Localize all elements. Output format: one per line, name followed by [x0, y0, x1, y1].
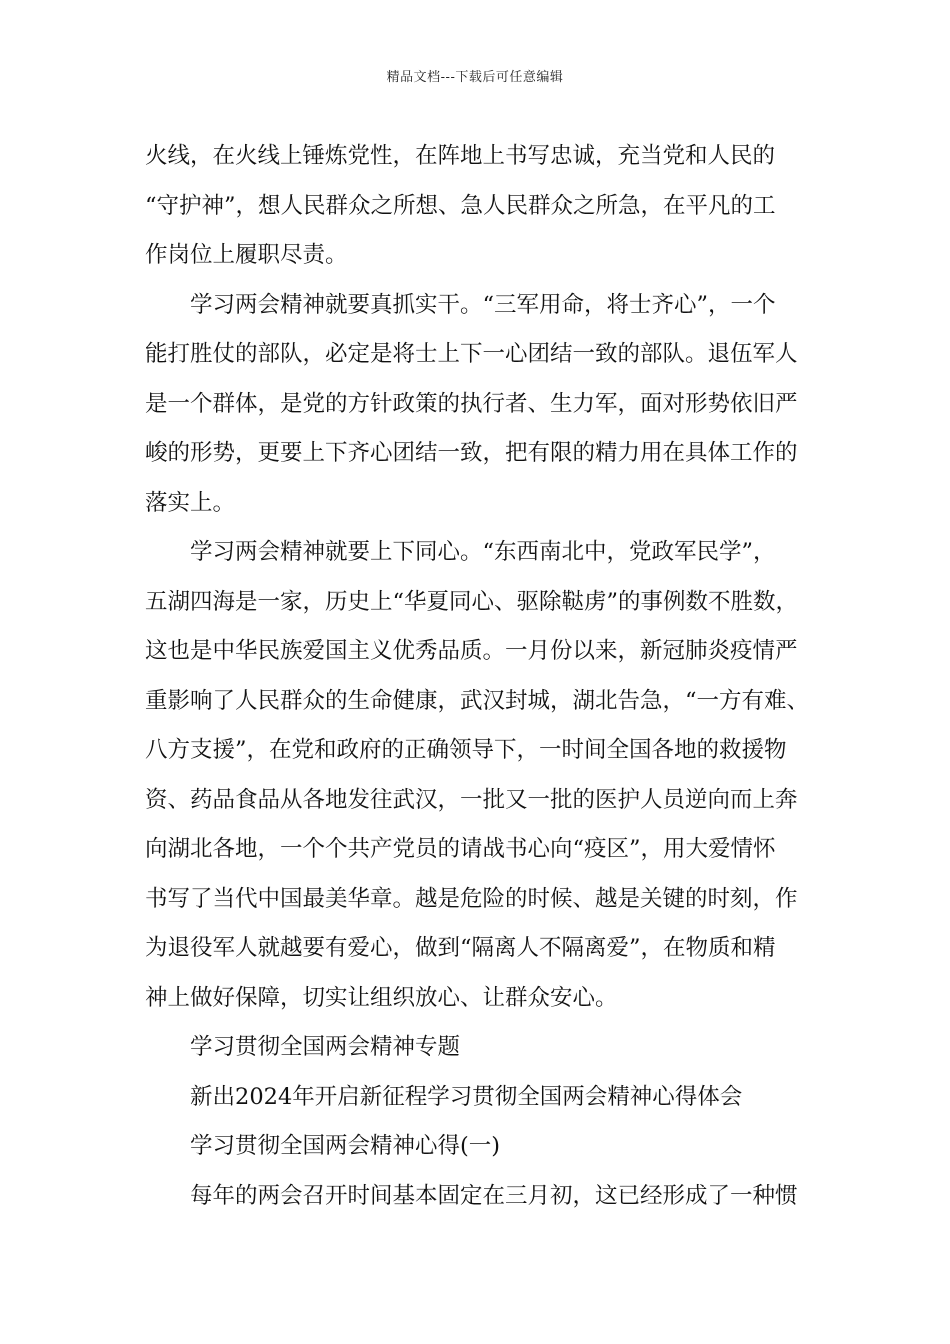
text-line-22: 每年的两会召开时间基本固定在三月初，这已经形成了一种惯 — [190, 1182, 798, 1209]
section-heading-part-one: 学习贯彻全国两会精神心得(一) — [190, 1133, 501, 1159]
text-line-7: 峻的形势，更要上下齐心团结一致，把有限的精力用在具体工作的 — [145, 440, 798, 466]
text-line-16: 书写了当代中国最美华章。越是危险的时候、越是关键的时刻，作 — [145, 885, 798, 912]
text-line-4: 学习两会精神就要真抓实干。“三军用命，将士齐心”，一个 — [190, 291, 776, 318]
text-line-6: 是一个群体，是党的方针政策的执行者、生力军，面对形势依旧严 — [145, 390, 798, 417]
text-line-5: 能打胜仗的部队，必定是将士上下一心团结一致的部队。退伍军人 — [145, 341, 798, 367]
text-line-18: 神上做好保障，切实让组织放心、让群众安心。 — [145, 984, 618, 1011]
page-header: 精品文档---下载后可任意编辑 — [386, 70, 564, 85]
text-line-15: 向湖北各地，一个个共产党员的请战书心向“疫区”，用大爱情怀 — [145, 836, 776, 862]
section-heading-new: 新出2024年开启新征程学习贯彻全国两会精神心得体会 — [190, 1083, 743, 1110]
document-body — [145, 132, 825, 1221]
text-line-1: 火线，在火线上锤炼党性，在阵地上书写忠诚，充当党和人民的 — [145, 143, 776, 169]
text-line-8: 落实上。 — [145, 489, 236, 516]
text-line-2: “守护神”，想人民群众之所想、急人民群众之所急，在平凡的工 — [145, 192, 776, 219]
text-line-11: 这也是中华民族爱国主义优秀品质。一月份以来，新冠肺炎疫情严 — [145, 638, 798, 664]
text-line-9: 学习两会精神就要上下同心。“东西南北中，党政军民学”， — [190, 539, 776, 565]
text-line-12: 重影响了人民群众的生命健康，武汉封城，湖北告急，“一方有难、 — [145, 687, 810, 714]
text-line-13: 八方支援”，在党和政府的正确领导下，一时间全国各地的救援物 — [145, 737, 787, 763]
text-line-14: 资、药品食品从各地发往武汉，一批又一批的医护人员逆向而上奔 — [145, 786, 798, 813]
section-heading-topic: 学习贯彻全国两会精神专题 — [190, 1034, 461, 1060]
text-line-17: 为退役军人就越要有爱心，做到“隔离人不隔离爱”，在物质和精 — [145, 935, 776, 961]
text-line-10: 五湖四海是一家，历史上“华夏同心、驱除鞑虏”的事例数不胜数， — [145, 588, 799, 615]
text-line-3: 作岗位上履职尽责。 — [145, 242, 348, 268]
